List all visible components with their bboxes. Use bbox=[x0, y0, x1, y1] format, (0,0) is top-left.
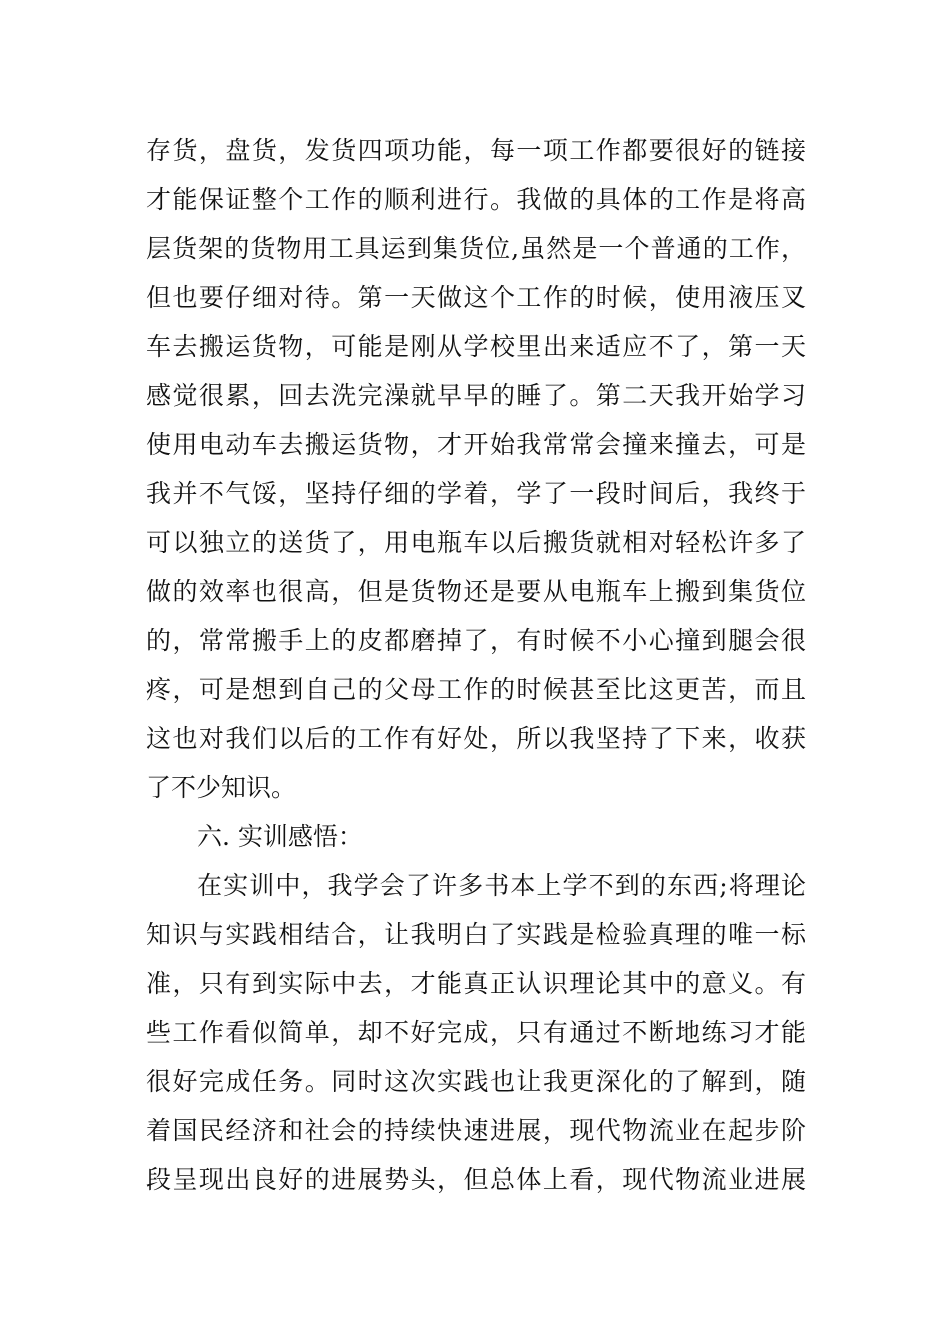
text-line: 很好完成任务。同时这次实践也让我更深化的了解到，随 bbox=[146, 1067, 806, 1096]
document-body bbox=[146, 126, 806, 1204]
text-line: 可以独立的送货了，用电瓶车以后搬货就相对轻松许多了 bbox=[146, 528, 806, 557]
text-line: 了不少知识。 bbox=[146, 773, 297, 802]
text-line: 才能保证整个工作的顺利进行。我做的具体的工作是将高 bbox=[146, 185, 806, 214]
section-heading: 六. 实训感悟： bbox=[197, 822, 363, 851]
text-line: 层货架的货物用工具运到集货位,虽然是一个普通的工作， bbox=[146, 234, 806, 263]
text-line: 在实训中，我学会了许多书本上学不到的东西;将理论 bbox=[197, 871, 806, 900]
text-line: 这也对我们以后的工作有好处，所以我坚持了下来，收获 bbox=[146, 724, 806, 753]
text-line: 知识与实践相结合，让我明白了实践是检验真理的唯一标 bbox=[146, 920, 806, 949]
text-line: 车去搬运货物，可能是刚从学校里出来适应不了，第一天 bbox=[146, 332, 806, 361]
text-line: 存货，盘货，发货四项功能，每一项工作都要很好的链接 bbox=[146, 136, 806, 165]
text-line: 做的效率也很高，但是货物还是要从电瓶车上搬到集货位 bbox=[146, 577, 806, 606]
text-line: 我并不气馁，坚持仔细的学着，学了一段时间后，我终于 bbox=[146, 479, 806, 508]
text-line: 着国民经济和社会的持续快速进展，现代物流业在起步阶 bbox=[146, 1116, 806, 1145]
text-line: 的，常常搬手上的皮都磨掉了，有时候不小心撞到腿会很 bbox=[146, 626, 806, 655]
text-line: 感觉很累，回去洗完澡就早早的睡了。第二天我开始学习 bbox=[146, 381, 806, 410]
text-line: 些工作看似简单，却不好完成，只有通过不断地练习才能 bbox=[146, 1018, 806, 1047]
text-line: 段呈现出良好的进展势头，但总体上看，现代物流业进展 bbox=[146, 1165, 806, 1194]
text-line: 疼，可是想到自己的父母工作的时候甚至比这更苦，而且 bbox=[146, 675, 806, 704]
text-line: 准，只有到实际中去，才能真正认识理论其中的意义。有 bbox=[146, 969, 806, 998]
text-line: 但也要仔细对待。第一天做这个工作的时候，使用液压叉 bbox=[146, 283, 806, 312]
text-line: 使用电动车去搬运货物，才开始我常常会撞来撞去，可是 bbox=[146, 430, 806, 459]
